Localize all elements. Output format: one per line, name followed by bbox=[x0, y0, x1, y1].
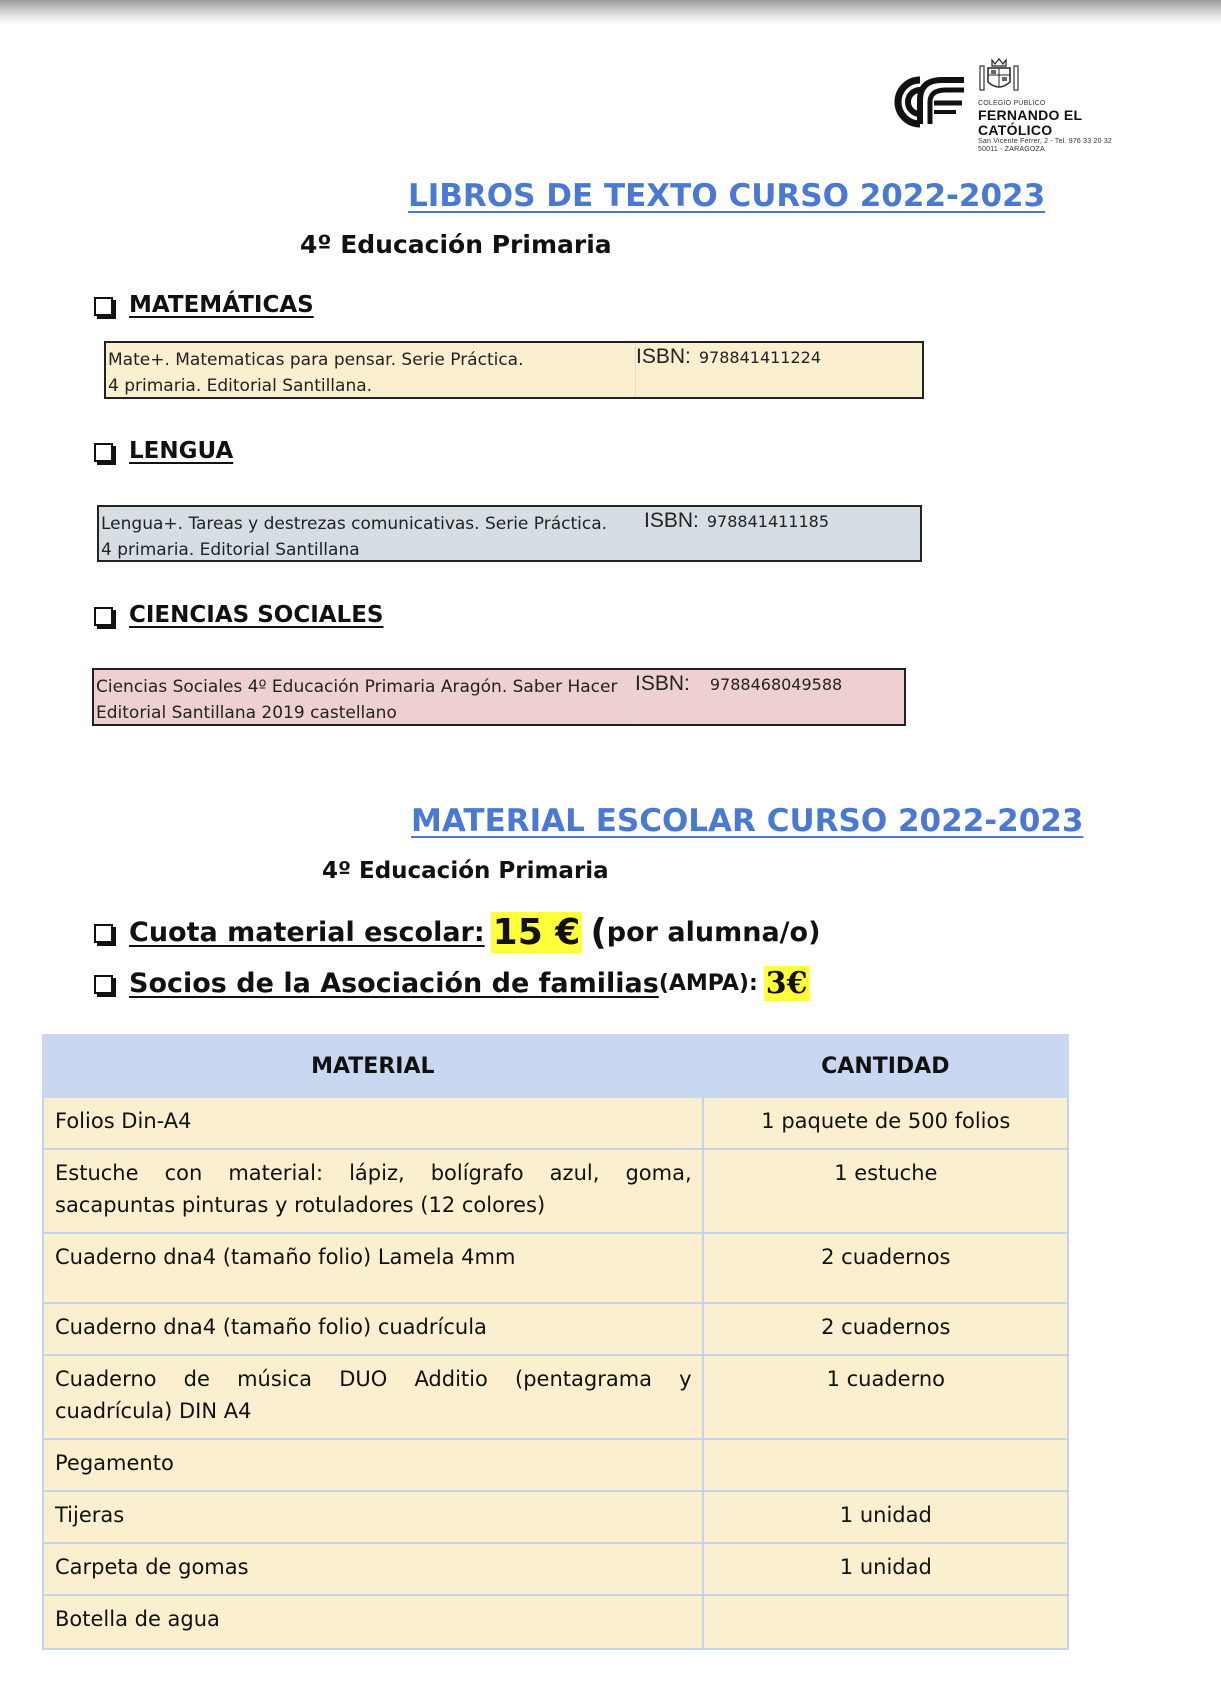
material-cell: Carpeta de gomas bbox=[43, 1543, 703, 1595]
fee-label: Cuota material escolar: bbox=[129, 917, 485, 948]
quantity-cell bbox=[703, 1439, 1068, 1491]
table-row bbox=[43, 1233, 1068, 1303]
fee-note: por alumna/o) bbox=[606, 917, 821, 948]
material-grade: 4º Educación Primaria bbox=[322, 858, 609, 884]
checkbox-bullet-icon bbox=[94, 924, 113, 943]
material-cell: Cuaderno dna4 (tamaño folio) Lamela 4mm bbox=[43, 1233, 703, 1303]
table-row bbox=[43, 1595, 1068, 1649]
logo-school-name: FERNANDO EL CATÓLICO bbox=[978, 107, 1083, 138]
books-grade: 4º Educación Primaria bbox=[300, 230, 612, 259]
book-title-line: Ciencias Sociales 4º Educación Primaria Aragón. Saber Hacer bbox=[96, 677, 618, 697]
cell-divider bbox=[633, 670, 634, 724]
section-heading: MATEMÁTICAS bbox=[129, 292, 314, 318]
ampa-line bbox=[94, 966, 810, 1001]
checkbox-bullet-icon bbox=[94, 975, 113, 994]
logo-address: San Vicente Ferrer, 2 - Tel. 976 33 20 32 bbox=[978, 138, 1113, 145]
ampa-paren: (AMPA): bbox=[658, 971, 758, 996]
checkbox-bullet-icon bbox=[94, 607, 113, 626]
isbn-label: ISBN: bbox=[644, 509, 699, 532]
material-cell: Botella de agua bbox=[43, 1595, 703, 1649]
book-isbn bbox=[644, 509, 829, 533]
ampa-value: 3€ bbox=[765, 966, 808, 1001]
quantity-cell: 2 cuadernos bbox=[703, 1303, 1068, 1355]
logo-city: 50011 - ZARAGOZA bbox=[978, 146, 1045, 153]
school-logo-mark-icon bbox=[890, 70, 968, 134]
fee-value: 15 € bbox=[492, 912, 581, 953]
isbn-number: 9788468049588 bbox=[709, 675, 843, 694]
section-heading: CIENCIAS SOCIALES bbox=[129, 602, 384, 628]
coat-of-arms-icon bbox=[976, 58, 1022, 94]
quantity-cell: 1 unidad bbox=[703, 1543, 1068, 1595]
material-cell: Tijeras bbox=[43, 1491, 703, 1543]
quantity-cell: 1 cuaderno bbox=[703, 1355, 1068, 1439]
book-description bbox=[108, 347, 524, 399]
book-isbn bbox=[635, 672, 842, 696]
header-cantidad: CANTIDAD bbox=[703, 1035, 1068, 1097]
checkbox-bullet-icon bbox=[94, 443, 113, 462]
book-publisher-line: 4 primaria. Editorial Santillana bbox=[101, 540, 360, 560]
checkbox-bullet-icon bbox=[94, 297, 113, 316]
table-row bbox=[43, 1491, 1068, 1543]
isbn-label: ISBN: bbox=[636, 345, 691, 368]
quantity-cell: 1 estuche bbox=[703, 1149, 1068, 1233]
table-row bbox=[43, 1355, 1068, 1439]
logo-school-type: COLEGIO PÚBLICO bbox=[978, 100, 1046, 107]
books-title: LIBROS DE TEXTO CURSO 2022-2023 bbox=[408, 178, 1046, 214]
section-matematicas bbox=[94, 292, 314, 318]
book-publisher-line: Editorial Santillana 2019 castellano bbox=[96, 703, 397, 723]
table-header-row bbox=[43, 1035, 1068, 1097]
table-row bbox=[43, 1439, 1068, 1491]
quantity-cell: 1 unidad bbox=[703, 1491, 1068, 1543]
fee-line bbox=[94, 912, 820, 953]
book-description bbox=[101, 511, 607, 563]
table-row bbox=[43, 1097, 1068, 1149]
ampa-label: Socios de la Asociación de familias bbox=[129, 968, 659, 999]
page-top-shadow bbox=[0, 0, 1221, 26]
section-lengua bbox=[94, 438, 233, 464]
school-logo-text bbox=[978, 100, 1150, 154]
table-row bbox=[43, 1543, 1068, 1595]
school-logo bbox=[890, 58, 1150, 153]
header-material: MATERIAL bbox=[43, 1035, 703, 1097]
material-table bbox=[42, 1034, 1069, 1650]
book-title-line: Mate+. Matematicas para pensar. Serie Práctica. bbox=[108, 350, 524, 370]
isbn-number: 978841411185 bbox=[706, 512, 830, 531]
quantity-cell: 1 paquete de 500 folios bbox=[703, 1097, 1068, 1149]
material-cell: Pegamento bbox=[43, 1439, 703, 1491]
material-title: MATERIAL ESCOLAR CURSO 2022-2023 bbox=[411, 803, 1084, 839]
quantity-cell: 2 cuadernos bbox=[703, 1233, 1068, 1303]
table-row bbox=[43, 1303, 1068, 1355]
book-matematicas bbox=[104, 341, 924, 399]
table-row bbox=[43, 1149, 1068, 1233]
section-ciencias-sociales bbox=[94, 602, 384, 628]
material-cell: Estuche con material: lápiz, bolígrafo azul, goma, sacapuntas pinturas y rotuladores (12 colores) bbox=[43, 1149, 703, 1233]
book-lengua bbox=[97, 505, 922, 562]
book-isbn bbox=[636, 345, 821, 369]
book-publisher-line: 4 primaria. Editorial Santillana. bbox=[108, 376, 373, 396]
quantity-cell bbox=[703, 1595, 1068, 1649]
material-cell: Folios Din-A4 bbox=[43, 1097, 703, 1149]
fee-paren: ( bbox=[590, 912, 607, 953]
book-description bbox=[96, 674, 617, 726]
material-cell: Cuaderno dna4 (tamaño folio) cuadrícula bbox=[43, 1303, 703, 1355]
material-cell: Cuaderno de música DUO Additio (pentagrama y cuadrícula) DIN A4 bbox=[43, 1355, 703, 1439]
section-heading: LENGUA bbox=[129, 438, 234, 464]
book-ciencias-sociales bbox=[92, 668, 906, 726]
book-title-line: Lengua+. Tareas y destrezas comunicativas. Serie Práctica. bbox=[101, 514, 608, 534]
isbn-number: 978841411224 bbox=[698, 348, 822, 367]
isbn-label: ISBN: bbox=[635, 672, 690, 695]
